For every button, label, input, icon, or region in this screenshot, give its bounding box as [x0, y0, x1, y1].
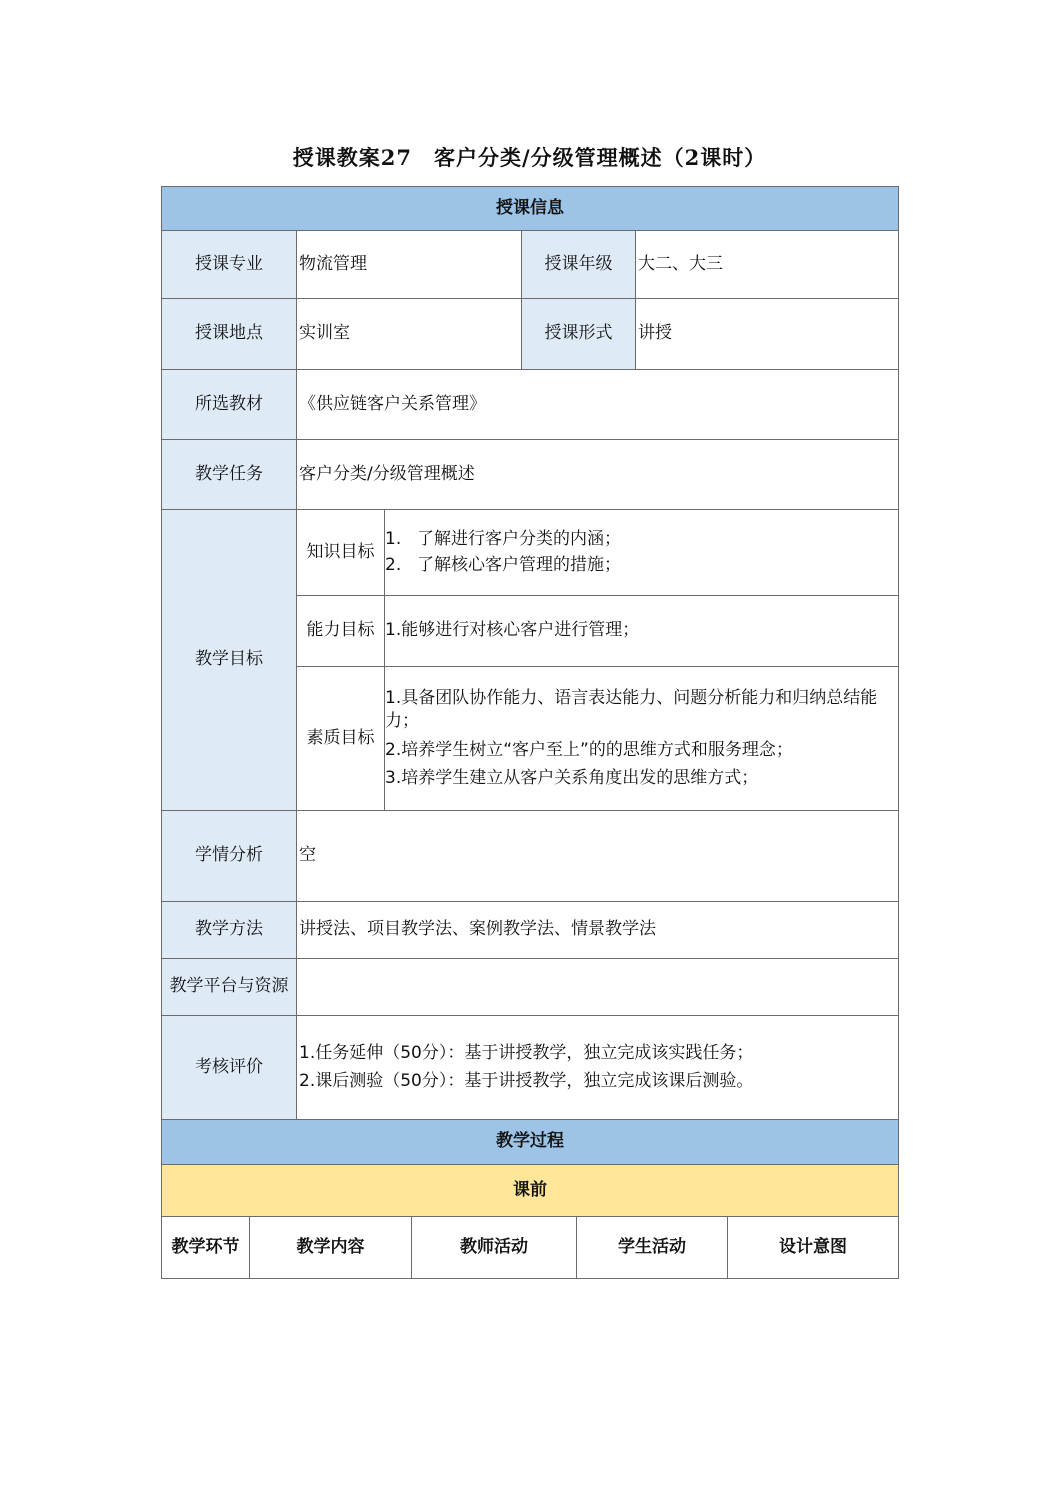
- assessment-list: [297, 1016, 899, 1120]
- grade-value: 大二、大三: [636, 231, 899, 299]
- textbook-value: 《供应链客户关系管理》: [297, 370, 899, 440]
- ability-goal-item: 1.能够进行对核心客户进行管理；: [385, 596, 899, 667]
- major-value: 物流管理: [297, 231, 522, 299]
- method-label: 教学方法: [162, 902, 297, 959]
- method-value: 讲授法、项目教学法、案例教学法、情景教学法: [297, 902, 899, 959]
- task-value: 客户分类/分级管理概述: [297, 440, 899, 510]
- location-label: 授课地点: [162, 299, 297, 370]
- lesson-plan-document: [161, 186, 898, 1279]
- analysis-label: 学情分析: [162, 811, 297, 902]
- ability-goal-label: 能力目标: [297, 596, 385, 667]
- knowledge-goal-list: [385, 510, 899, 596]
- location-value: 实训室: [297, 299, 522, 370]
- column-header: 教学内容: [250, 1217, 412, 1279]
- section-header-lesson-info: 授课信息: [162, 187, 899, 231]
- page-title: 授课教案27 客户分类/分级管理概述（2课时）: [292, 145, 767, 170]
- textbook-label: 所选教材: [162, 370, 297, 440]
- knowledge-goal-label: 知识目标: [297, 510, 385, 596]
- lesson-info-table: [161, 186, 899, 1217]
- form-label: 授课形式: [522, 299, 636, 370]
- analysis-value: 空: [297, 811, 899, 902]
- list-item: 1.任务延伸（50分）：基于讲授教学，独立完成该实践任务；: [299, 1043, 754, 1064]
- platform-value: [297, 959, 899, 1016]
- list-item: 2.培养学生树立“客户至上”的的思维方式和服务理念；: [385, 739, 793, 760]
- section-header-teaching-process: 教学过程: [162, 1120, 899, 1165]
- objectives-label: 教学目标: [162, 510, 297, 811]
- grade-label: 授课年级: [522, 231, 636, 299]
- quality-goal-list: [385, 667, 899, 811]
- platform-label: 教学平台与资源: [162, 959, 297, 1016]
- column-header: 教学环节: [162, 1217, 250, 1279]
- column-header: 教师活动: [412, 1217, 577, 1279]
- column-header: 设计意图: [728, 1217, 899, 1279]
- major-label: 授课专业: [162, 231, 297, 299]
- list-item: 1.具备团队协作能力、语言表达能力、问题分析能力和归纳总结能力；: [385, 687, 878, 731]
- task-label: 教学任务: [162, 440, 297, 510]
- column-header: 学生活动: [577, 1217, 728, 1279]
- phase-header-pre-class: 课前: [162, 1165, 899, 1217]
- form-value: 讲授: [636, 299, 899, 370]
- list-item: 3.培养学生建立从客户关系角度出发的思维方式；: [385, 768, 759, 789]
- list-item: 2. 了解核心客户管理的措施；: [385, 555, 621, 575]
- assessment-label: 考核评价: [162, 1016, 297, 1120]
- list-item: 1. 了解进行客户分类的内涵；: [385, 528, 621, 549]
- quality-goal-label: 素质目标: [297, 667, 385, 811]
- teaching-process-table: [161, 1216, 899, 1279]
- list-item: 2.课后测验（50分）：基于讲授教学，独立完成该课后测验。: [299, 1070, 754, 1091]
